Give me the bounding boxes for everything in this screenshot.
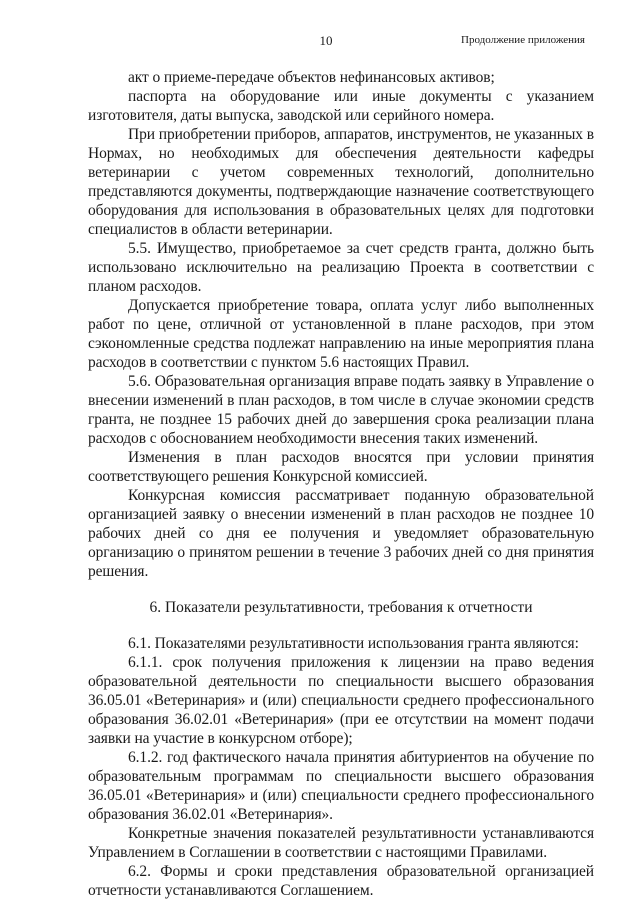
paragraph: 5.5. Имущество, приобретаемое за счет средств гранта, должно быть использовано исключительно на реализацию Проекта в соответствии с планом расходов. (88, 240, 594, 295)
continuation-label: Продолжение приложения (461, 34, 585, 46)
paragraph: акт о приеме-передаче объектов нефинансовых активов; (128, 69, 495, 86)
document-body (88, 68, 594, 900)
paragraph: Конкретные значения показателей результативности устанавливаются Управлением в Соглашении в соответствии с настоящими Правилами. (88, 825, 594, 861)
paragraph: Изменения в план расходов вносятся при условии принятия соответствующего решения Конкурсной комиссией. (88, 449, 594, 485)
paragraph: При приобретении приборов, аппаратов, инструментов, не указанных в Нормах, но необходимых для обеспечения деятельности кафедры ветеринарии с учетом современных технологий, дополнительно представляются документы, подтверждающие назначение соответствующего оборудования для использования в образовательных целях для подготовки специалистов в области ветеринарии. (88, 126, 594, 238)
page-number: 10 (319, 33, 333, 48)
paragraph: 5.6. Образовательная организация вправе подать заявку в Управление о внесении изменений в план расходов, в том числе в случае экономии средств гранта, не позднее 15 рабочих дней до завершения срока реализации плана расходов с обоснованием необходимости внесения таких изменений. (88, 373, 594, 447)
section-heading: 6. Показатели результативности, требования к отчетности (149, 599, 533, 616)
paragraph: паспорта на оборудование или иные документы с указанием изготовителя, даты выпуска, заводской или серийного номера. (88, 88, 594, 124)
paragraph: 6.1.2. год фактического начала принятия абитуриентов на обучение по образовательным программам по специальности высшего образования 36.05.01 «Ветеринария» и (или) специальности среднего профессионального образования 36.02.01 «Ветеринария». (88, 749, 594, 823)
paragraph: 6.1.1. срок получения приложения к лицензии на право ведения образовательной деятельности по специальности высшего образования 36.05.01 «Ветеринария» и (или) специальности среднего профессионального образования 36.02.01 «Ветеринария» (при ее отсутствии на момент подачи заявки на участие в конкурсном отборе); (88, 654, 594, 747)
paragraph: Конкурсная комиссия рассматривает поданную образовательной организацией заявку о внесении изменений в план расходов не позднее 10 рабочих дней со дня ее получения и уведомляет образовательную организацию о принятом решении в течение 3 рабочих дней со дня принятия решения. (88, 487, 594, 580)
paragraph: 6.1. Показателями результативности использования гранта являются: (128, 635, 579, 652)
paragraph: 6.2. Формы и сроки представления образовательной организацией отчетности устанавливаются Соглашением. (88, 863, 594, 899)
paragraph: Допускается приобретение товара, оплата услуг либо выполненных работ по цене, отличной от установленной в плане расходов, при этом сэкономленные средства подлежат направлению на иные мероприятия плана расходов в соответствии с пунктом 5.6 настоящих Правил. (88, 297, 594, 371)
